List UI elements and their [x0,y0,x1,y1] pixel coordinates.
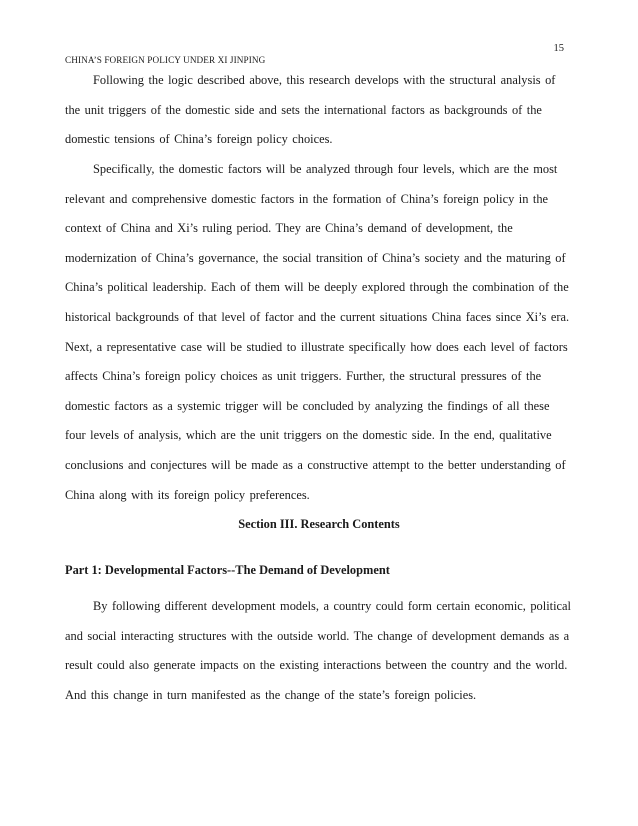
part-heading: Part 1: Developmental Factors--The Demand of Development [65,563,390,577]
running-head: CHINA’S FOREIGN POLICY UNDER XI JINPING [65,55,266,65]
section-heading: Section III. Research Contents [238,517,400,531]
paragraph-2: Specifically, the domestic factors will be analyzed through four levels, which are the most relevant and comprehensive domestic factors in the formation of China’s foreign policy in the context of China and Xi’s ruling period. They are China’s demand of development, the modernization of China’s governance, the social transition of China’s society and the maturing of China’s political leadership. Each of them will be deeply explored through the combination of the historical backgrounds of that level of factor and the current situations China faces since Xi’s era. Next, a representative case will be studied to illustrate specifically how does each level of factors affects China’s foreign policy choices as unit triggers. Further, the structural pressures of the domestic factors as a systemic trigger will be concluded by analyzing the findings of all these four levels of analysis, which are the unit triggers on the domestic side. In the end, qualitative conclusions and conjectures will be made as a constructive attempt to the better understanding of China along with its foreign policy preferences. [65,162,570,502]
paragraph-development-block [65,592,573,710]
paragraph-1: Following the logic described above, this research develops with the structural analysis of the unit triggers of the domestic side and sets the international factors as backgrounds of the domestic tensions of China’s foreign policy choices. [65,73,556,147]
paragraph-3: By following different development models, a country could form certain economic, political and social interacting structures with the outside world. The change of development demands as a result could also generate impacts on the existing interactions between the country and the world. And this change in turn manifested as the change of the state’s foreign policies. [65,599,571,702]
paragraph-intro-block [65,66,573,155]
page-number: 15 [553,43,564,54]
paragraph-levels-block [65,155,573,510]
